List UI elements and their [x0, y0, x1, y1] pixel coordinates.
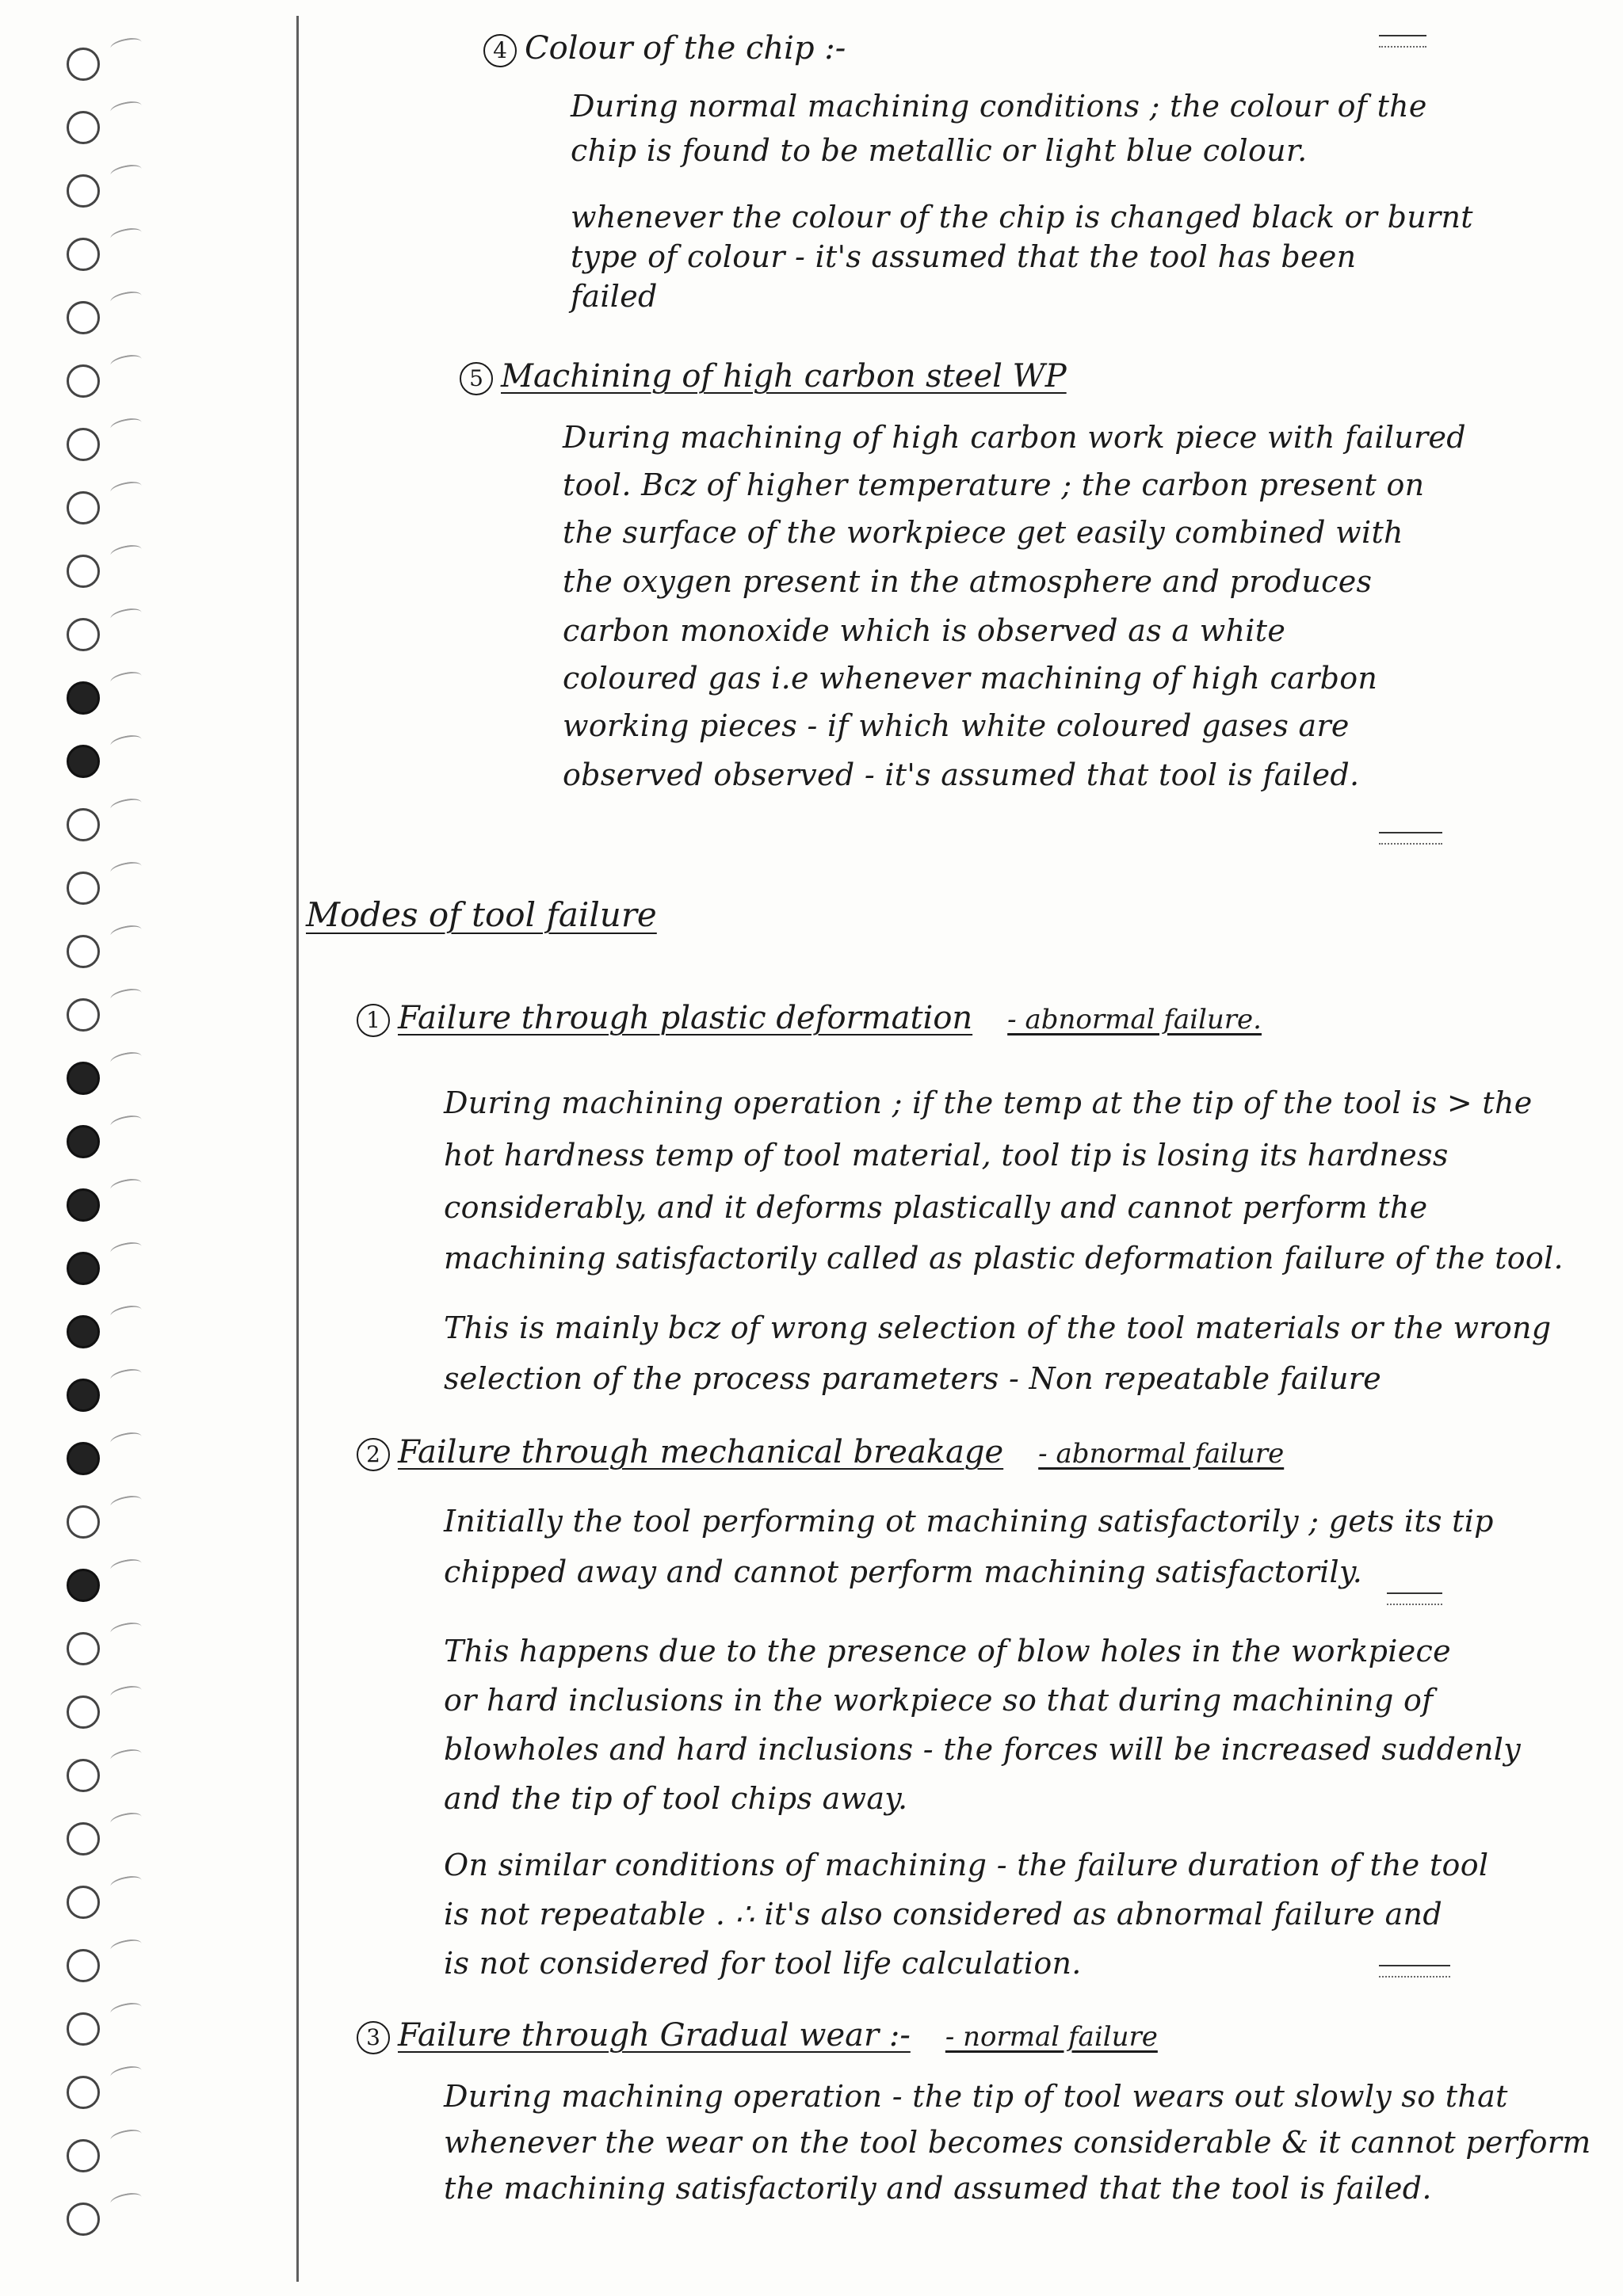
binder-hole: [67, 935, 100, 968]
mode-heading-gradual-wear: [357, 2017, 1158, 2054]
binder-hole: [67, 1695, 100, 1729]
text-line: blowholes and hard inclusions - the forces will be increased suddenly: [444, 1732, 1521, 1767]
scan-mark: [1387, 1592, 1442, 1605]
text-line: During machining operation - the tip of tool wears out slowly so that: [444, 2079, 1508, 2114]
binder-hole: [67, 238, 100, 271]
binder-hole: [67, 491, 100, 524]
binder-hole: [67, 871, 100, 905]
mode-heading-mechanical-breakage: [357, 1434, 1284, 1471]
text-line: whenever the wear on the tool becomes considerable & it cannot perform: [444, 2125, 1591, 2160]
binder-hole: [67, 1505, 100, 1539]
binder-hole: [67, 1252, 100, 1285]
binder-hole: [67, 301, 100, 334]
scan-mark: [1379, 1965, 1450, 1978]
binder-hole: [67, 1379, 100, 1412]
section-heading-text: Machining of high carbon steel WP: [501, 358, 1067, 395]
failure-type: - abnormal failure.: [1007, 1004, 1262, 1035]
binder-hole: [67, 364, 100, 398]
text-line: working pieces - if which white coloured gases are: [563, 708, 1350, 743]
scan-mark: [1379, 35, 1426, 48]
text-line: observed observed - it's assumed that tool is failed.: [563, 757, 1360, 792]
binder-hole: [67, 745, 100, 778]
section-number: 5: [460, 362, 493, 395]
scan-mark: [1379, 832, 1442, 845]
binder-hole: [67, 2012, 100, 2046]
binder-hole: [67, 998, 100, 1032]
failure-type: - abnormal failure: [1038, 1438, 1285, 1470]
section-heading-colour-of-chip: [483, 30, 846, 67]
failure-type: - normal failure: [945, 2021, 1158, 2053]
binder-hole: [67, 618, 100, 651]
binder-hole: [67, 48, 100, 81]
binder-hole: [67, 555, 100, 588]
text-line: chip is found to be metallic or light blue colour.: [571, 133, 1308, 168]
text-line: tool. Bcz of higher temperature ; the carbon present on: [563, 467, 1425, 502]
section-heading-high-carbon-steel: [460, 358, 1067, 395]
text-line: This is mainly bcz of wrong selection of the tool materials or the wrong: [444, 1310, 1552, 1345]
section-number: 4: [483, 34, 517, 67]
margin-line: [296, 16, 299, 2282]
mode-number: 1: [357, 1004, 390, 1037]
binder-hole: [67, 174, 100, 208]
binder-hole: [67, 1125, 100, 1158]
mode-heading-text: Failure through plastic deformation: [398, 1000, 973, 1036]
binder-hole: [67, 2139, 100, 2172]
text-line: and the tip of tool chips away.: [444, 1781, 908, 1816]
text-line: carbon monoxide which is observed as a white: [563, 613, 1286, 648]
text-line: During machining operation ; if the temp at the tip of the tool is > the: [444, 1085, 1533, 1120]
text-line: On similar conditions of machining - the failure duration of the tool: [444, 1848, 1489, 1882]
text-line: During machining of high carbon work piece with failured: [563, 420, 1466, 455]
binder-hole: [67, 1949, 100, 1982]
text-line: Initially the tool performing ot machining satisfactorily ; gets its tip: [444, 1504, 1494, 1539]
binder-hole: [67, 1315, 100, 1348]
text-line: is not repeatable . ∴ it's also considered as abnormal failure and: [444, 1897, 1442, 1932]
text-line: considerably, and it deforms plastically and cannot perform the: [444, 1190, 1428, 1225]
binder-hole: [67, 428, 100, 461]
text-line: machining satisfactorily called as plastic deformation failure of the tool.: [444, 1241, 1564, 1276]
text-line: chipped away and cannot perform machining satisfactorily.: [444, 1554, 1363, 1589]
binder-hole: [67, 1632, 100, 1665]
text-line: During normal machining conditions ; the colour of the: [571, 89, 1427, 124]
text-line: failed: [571, 279, 658, 314]
binder-hole: [67, 808, 100, 841]
binder-hole: [67, 1188, 100, 1222]
binder-hole: [67, 1822, 100, 1855]
binder-hole: [67, 1442, 100, 1475]
binder-hole: [67, 1569, 100, 1602]
text-line: the surface of the workpiece get easily combined with: [563, 515, 1403, 550]
mode-heading-text: Failure through Gradual wear :-: [398, 2017, 911, 2054]
text-line: the machining satisfactorily and assumed that the tool is failed.: [444, 2171, 1432, 2206]
binder-hole: [67, 1759, 100, 1792]
text-line: whenever the colour of the chip is changed black or burnt: [571, 200, 1473, 235]
binder-hole: [67, 681, 100, 715]
page-title: Modes of tool failure: [306, 895, 657, 934]
text-line: type of colour - it's assumed that the tool has been: [571, 239, 1357, 274]
text-line: selection of the process parameters - Non repeatable failure: [444, 1361, 1381, 1396]
binder-hole: [67, 111, 100, 144]
binder-hole: [67, 1886, 100, 1919]
text-line: or hard inclusions in the workpiece so that during machining of: [444, 1683, 1434, 1718]
binder-hole: [67, 1062, 100, 1095]
mode-number: 3: [357, 2021, 390, 2054]
text-line: This happens due to the presence of blow holes in the workpiece: [444, 1634, 1451, 1669]
binder-hole: [67, 2203, 100, 2236]
text-line: the oxygen present in the atmosphere and produces: [563, 564, 1373, 599]
binder-hole: [67, 2076, 100, 2109]
text-line: is not considered for tool life calculation.: [444, 1946, 1082, 1981]
mode-heading-plastic-deformation: [357, 1000, 1262, 1037]
binder-holes: [48, 32, 158, 2282]
mode-heading-text: Failure through mechanical breakage: [398, 1434, 1004, 1470]
text-line: hot hardness temp of tool material, tool tip is losing its hardness: [444, 1138, 1449, 1173]
section-heading-text: Colour of the chip :-: [525, 30, 846, 67]
text-line: coloured gas i.e whenever machining of high carbon: [563, 661, 1378, 696]
mode-number: 2: [357, 1438, 390, 1471]
